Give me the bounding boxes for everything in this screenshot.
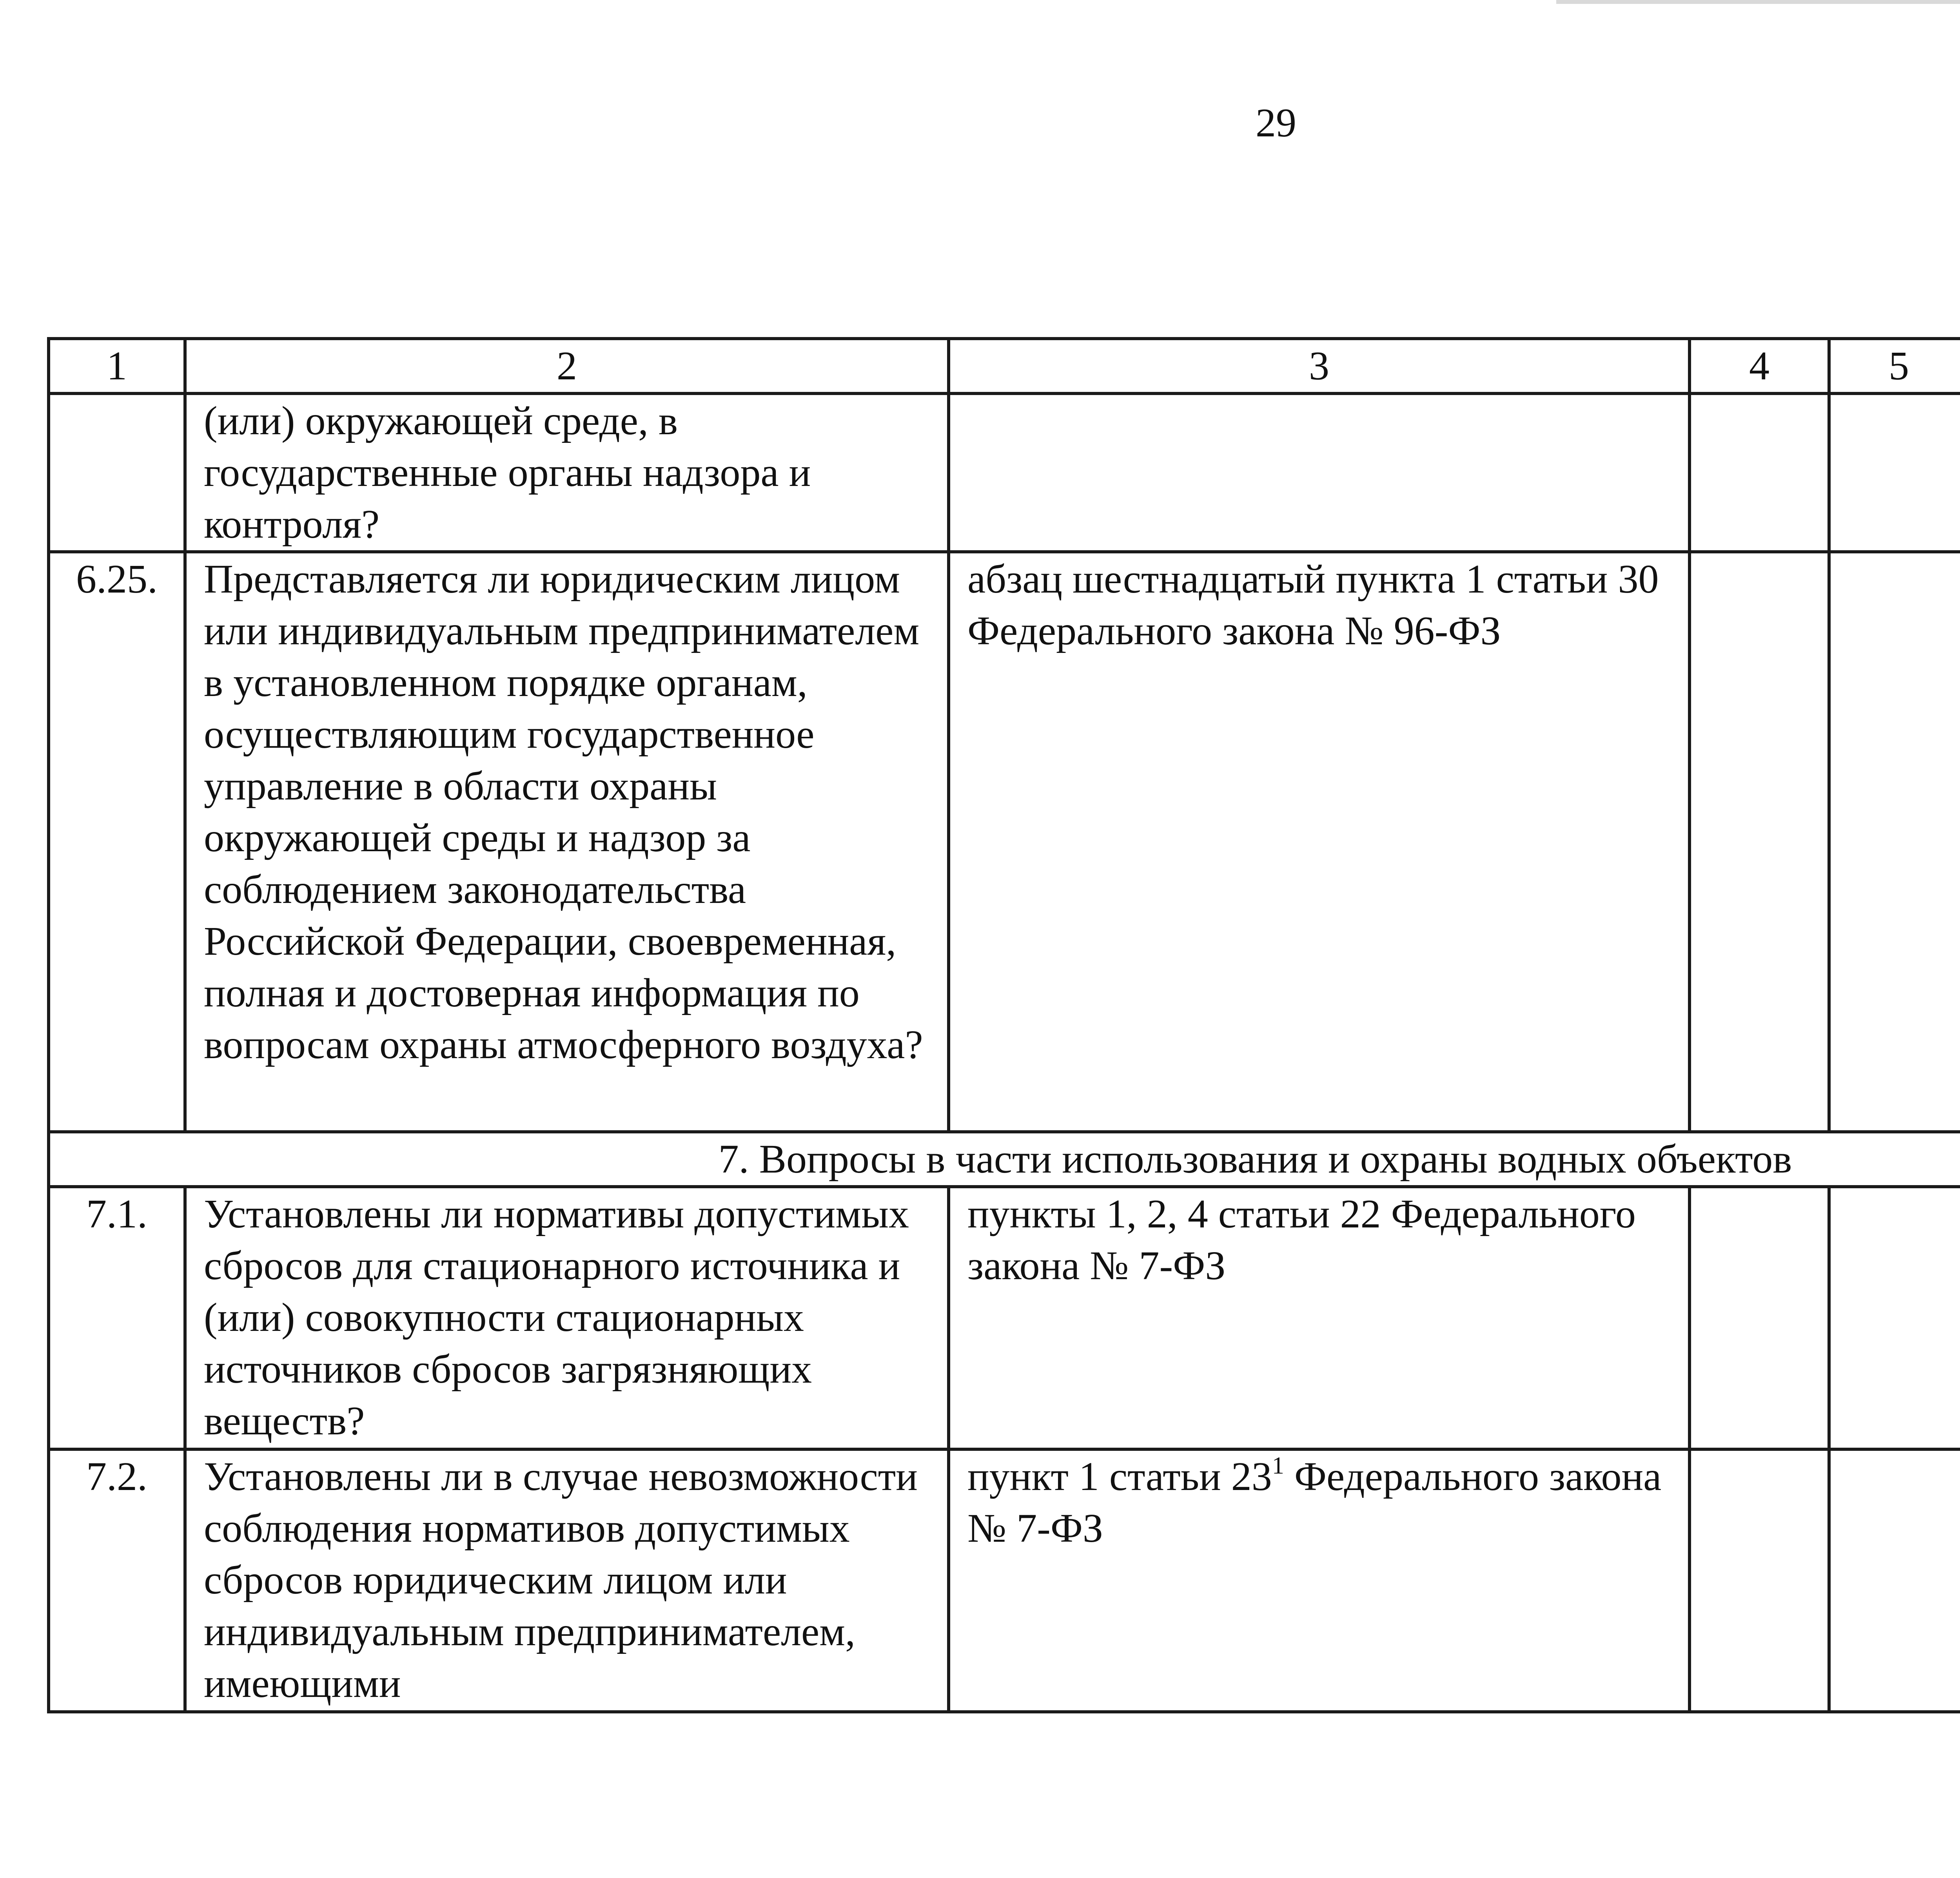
legal-basis: пункты 1, 2, 4 статьи 22 Федерального закона № 7-ФЗ	[949, 1187, 1690, 1449]
row-number: 7.1.	[49, 1187, 185, 1449]
checklist-table	[47, 337, 1960, 1713]
row-number: 6.25.	[49, 552, 185, 1132]
answer-cell-5	[1829, 552, 1960, 1132]
question-text: Установлены ли нормативы допустимых сбросов для стационарного источника и (или) совокупности стационарных источников сбросов загрязняющих веществ?	[185, 1187, 949, 1449]
answer-cell-5	[1829, 393, 1960, 552]
column-header-1: 1	[49, 339, 185, 393]
question-text: Установлены ли в случае невозможности соблюдения нормативов допустимых сбросов юридическим лицом или индивидуальным предпринимателем, имеющими	[185, 1449, 949, 1712]
answer-cell-5	[1829, 1449, 1960, 1712]
section-title: 7. Вопросы в части использования и охраны водных объектов	[49, 1132, 1960, 1187]
page-number: 29	[1256, 100, 1296, 145]
column-header-3: 3	[949, 339, 1690, 393]
row-number: 7.2.	[49, 1449, 185, 1712]
column-header-5: 5	[1829, 339, 1960, 393]
scan-top-edge	[1556, 0, 1960, 4]
legal-basis-text-end: Федерального закона № 7-ФЗ	[967, 1454, 1662, 1551]
table-row-continuation	[49, 393, 1960, 552]
section-row-7	[49, 1132, 1960, 1187]
question-text: (или) окружающей среде, в государственные органы надзора и контроля?	[185, 393, 949, 552]
answer-cell-4	[1690, 552, 1829, 1132]
table-row-6-25	[49, 552, 1960, 1132]
table-row-7-1	[49, 1187, 1960, 1449]
legal-basis-text: пункт 1 статьи 23	[967, 1454, 1272, 1499]
answer-cell-5	[1829, 1187, 1960, 1449]
column-header-4: 4	[1690, 339, 1829, 393]
superscript-index: 1	[1272, 1452, 1284, 1479]
column-header-2: 2	[185, 339, 949, 393]
row-number	[49, 393, 185, 552]
table-header-row	[49, 339, 1960, 393]
answer-cell-4	[1690, 393, 1829, 552]
table-row-7-2	[49, 1449, 1960, 1712]
legal-basis	[949, 393, 1690, 552]
legal-basis	[949, 1449, 1690, 1712]
answer-cell-4	[1690, 1187, 1829, 1449]
question-text: Представляется ли юридическим лицом или индивидуальным предпринимателем в установленном порядке органам, осуществляющим государственное управление в области охраны окружающей среды и надзор за соблюдением законодательства Российской Федерации, своевременная, полная и достоверная информация по вопросам охраны атмосферного воздуха?	[185, 552, 949, 1132]
legal-basis: абзац шестнадцатый пункта 1 статьи 30 Федерального закона № 96-ФЗ	[949, 552, 1690, 1132]
answer-cell-4	[1690, 1449, 1829, 1712]
